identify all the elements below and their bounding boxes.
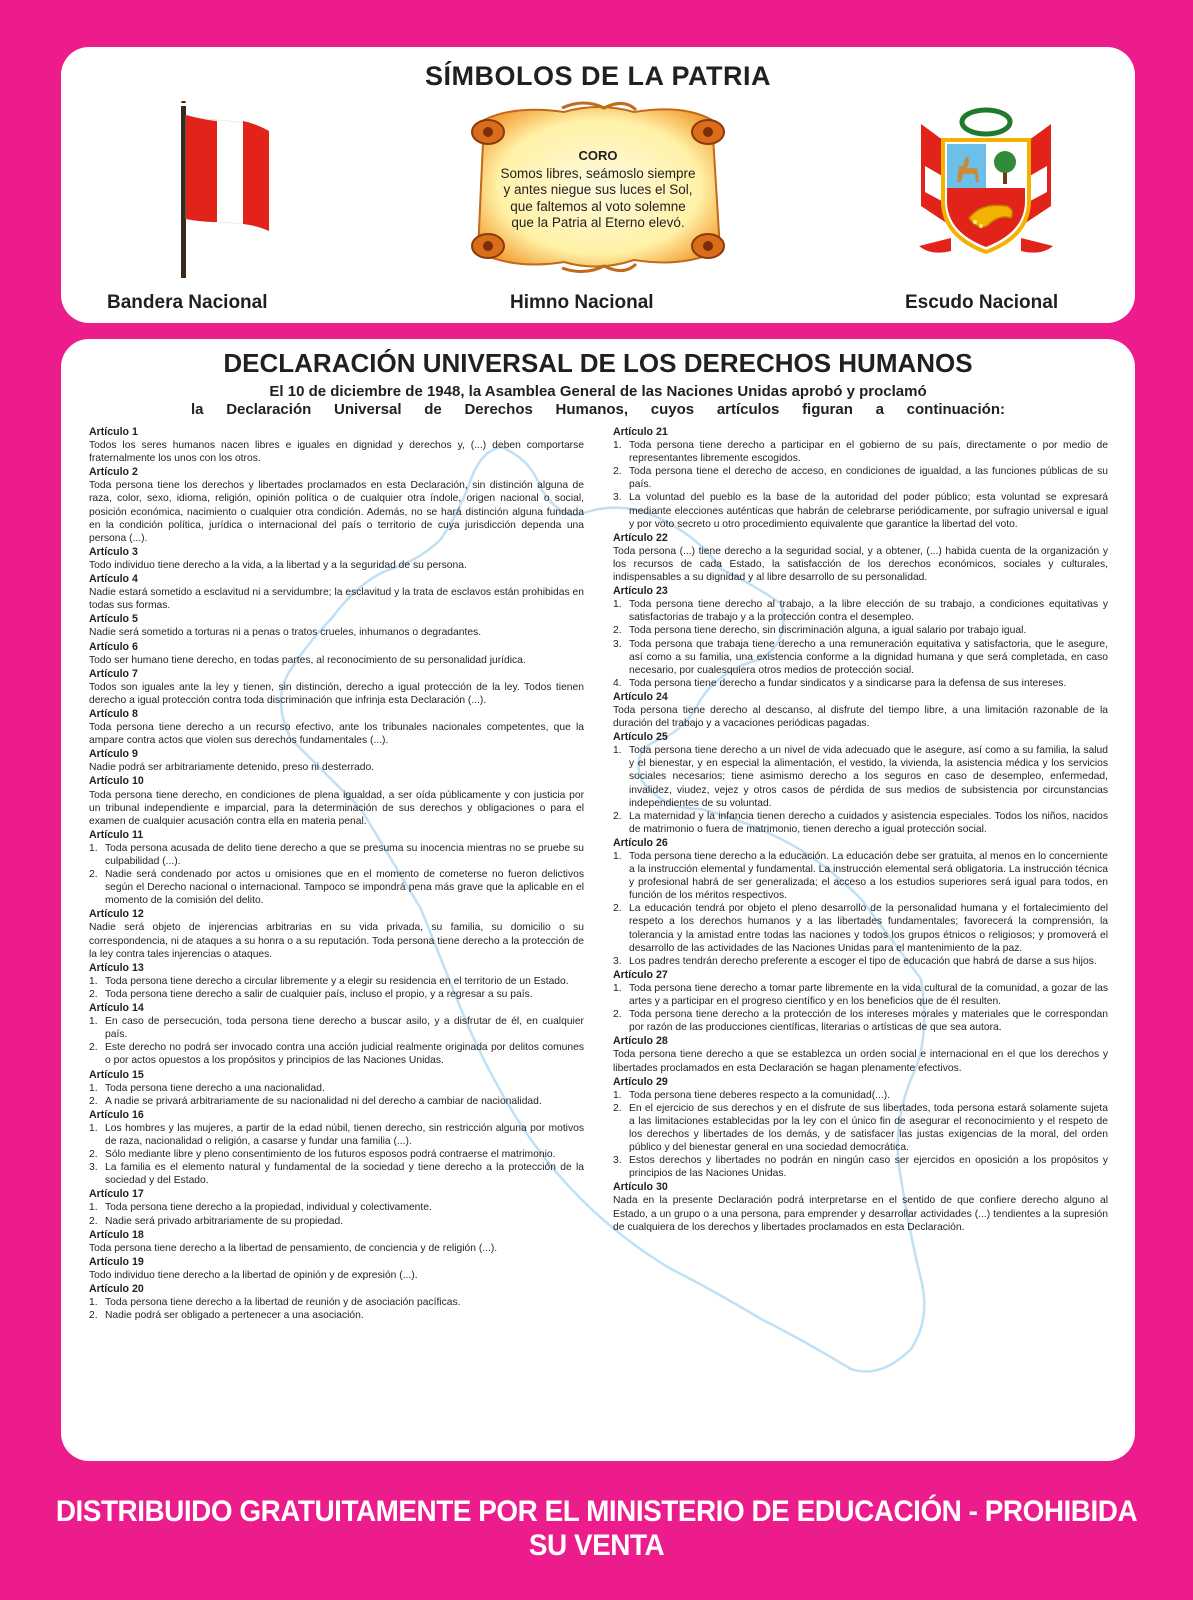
item-text: Los padres tendrán derecho preferente a escoger el tipo de educación que habrá de darse a sus hijos. (629, 955, 1097, 967)
article-item-list (613, 982, 1108, 1034)
article-title: Artículo 3 (89, 545, 138, 558)
article-item (89, 1015, 584, 1041)
item-text: Sólo mediante libre y pleno consentimiento de los futuros esposos podrá contraerse el matrimonio. (105, 1149, 556, 1161)
article-text: Nadie podrá ser arbitrariamente detenido, preso ni desterrado. (89, 762, 375, 774)
item-text: Este derecho no podrá ser invocado contra una acción judicial realmente originada por delitos comunes o por actos opuestos a los propósitos y principios de las Naciones Unidas. (105, 1042, 584, 1067)
article-text: Todo ser humano tiene derecho, en todas partes, al reconocimiento de su personalidad jurídica. (89, 654, 526, 666)
article-item (613, 624, 1108, 637)
article-item (613, 491, 1108, 530)
item-number: 1. (89, 1122, 98, 1134)
article-title: Artículo 22 (613, 531, 668, 544)
article-item (89, 1201, 584, 1214)
article-item (613, 677, 1108, 690)
article-title: Artículo 15 (89, 1068, 144, 1081)
article-text: Toda persona tiene los derechos y libertades proclamados en esta Declaración, sin distinción alguna de raza, color, sexo, idioma, religión, opinión política o de cualquier otra índole, origen nacional o social, posición económica, nacimiento o cualquier otra condición. Además, no se hará distinción alguna fundada en la condición política, jurídica o internacional del país o territorio de cuya jurisdicción dependa una persona (...). (89, 480, 584, 544)
item-number: 2. (613, 1009, 622, 1021)
article-text: Toda persona tiene derecho a que se establezca un orden social e internacional en el que los derechos y libertades proclamados en esta Declaración se hagan plenamente efectivos. (613, 1049, 1108, 1074)
article-title: Artículo 5 (89, 613, 138, 626)
item-number: 2. (89, 1042, 98, 1054)
item-number: 1. (613, 1089, 622, 1101)
article-item-list (89, 1082, 584, 1108)
article-item (613, 744, 1108, 809)
item-number: 2. (613, 1102, 622, 1114)
intro-line-1: El 10 de diciembre de 1948, la Asamblea General de las Naciones Unidas aprobó y proclamó (269, 383, 927, 400)
shield-label: Escudo Nacional (905, 292, 1059, 313)
article (89, 546, 584, 572)
item-number: 1. (613, 982, 622, 994)
article-title: Artículo 27 (613, 968, 668, 981)
flag-label: Bandera Nacional (107, 292, 268, 313)
item-text: Toda persona tiene derecho a circular libremente y a elegir su residencia en el territorio de un Estado. (105, 975, 569, 987)
item-text: Nadie será privado arbitrariamente de su propiedad. (105, 1215, 344, 1227)
item-number: 3. (89, 1162, 98, 1174)
article (613, 1035, 1108, 1074)
article-item (613, 902, 1108, 954)
article-text: Todo individuo tiene derecho a la libertad de opinión y de expresión (...). (89, 1269, 418, 1281)
article-item-list (89, 1296, 584, 1322)
item-text: Estos derechos y libertades no podrán en ningún caso ser ejercidos en oposición a los propósitos y principios de las Naciones Unidas. (629, 1155, 1108, 1180)
item-number: 3. (613, 1155, 622, 1167)
article (89, 1256, 584, 1282)
item-text: Toda persona tiene derecho a la educación. La educación debe ser gratuita, al menos en lo concerniente a la instrucción elemental y fundamental. La instrucción elemental será obligatoria. La instrucción técnica y profesional habrá de ser generalizada; el acceso a los estudios superiores será igual para todos, en función de los méritos respectivos. (629, 851, 1108, 902)
item-text: Toda persona tiene derecho a una nacionalidad. (105, 1082, 325, 1094)
article-title: Artículo 13 (89, 961, 144, 974)
item-number: 2. (89, 988, 98, 1000)
article-item (89, 1148, 584, 1161)
article (613, 1076, 1108, 1181)
article-title: Artículo 18 (89, 1228, 144, 1241)
article (89, 668, 584, 707)
article (89, 426, 584, 465)
item-number: 2. (89, 1215, 98, 1227)
item-number: 2. (613, 625, 622, 637)
item-text: Toda persona tiene derecho al trabajo, a la libre elección de su trabajo, a condiciones equitativas y satisfactorias de trabajo y a la protección contra el desempleo. (629, 599, 1108, 624)
article (89, 1188, 584, 1227)
article-item (613, 1089, 1108, 1102)
article-item-list (89, 1015, 584, 1067)
item-number: 1. (613, 745, 622, 757)
item-text: Toda persona tiene derecho a tomar parte libremente en la vida cultural de la comunidad, a gozar de las artes y a participar en el progreso científico y en los beneficios que de él resulten. (629, 982, 1108, 1008)
article-title: Artículo 26 (613, 836, 668, 849)
article (89, 908, 584, 960)
coro-title: CORO (578, 148, 618, 163)
item-number: 2. (613, 903, 622, 915)
item-text: Toda persona tiene el derecho de acceso, en condiciones de igualdad, a las funciones públicas de su país. (629, 466, 1108, 491)
item-text: En el ejercicio de sus derechos y en el disfrute de sus libertades, toda persona estará solamente sujeta a las limitaciones establecidas por la ley con el único fin de asegurar el reconocimiento y el respeto de los derechos y libertades de los demás, y de satisfacer las justas exigencias de la moral, del orden público y del bienestar general en una sociedad democrática. (629, 1102, 1108, 1154)
article-item-list (89, 1201, 584, 1227)
article-item-list (89, 842, 584, 907)
article-item (89, 1215, 584, 1228)
article-item (613, 1102, 1108, 1154)
item-number: 3. (613, 638, 622, 650)
article-title: Artículo 6 (89, 640, 138, 653)
item-text: La educación tendrá por objeto el pleno desarrollo de la personalidad humana y el fortalecimiento del respeto a los derechos humanos y a las libertades fundamentales; favorecerá la comprensión, la tolerancia y la amistad entre todas las naciones y todos los grupos étnicos o religiosos; y promoverá el desarrollo de las actividades de las Naciones Unidas para el mantenimiento de la paz. (629, 903, 1108, 954)
article-title: Artículo 28 (613, 1035, 668, 1048)
item-text: Toda persona acusada de delito tiene derecho a que se presuma su inocencia mientras no se pruebe su culpabilidad (...). (105, 842, 584, 867)
anthem-label: Himno Nacional (510, 292, 654, 313)
declaration-panel (61, 339, 1135, 1461)
article-item (613, 439, 1108, 465)
article-item-list (613, 850, 1108, 968)
item-number: 3. (613, 955, 622, 967)
item-text: Toda persona tiene derecho a la propiedad, individual y colectivamente. (105, 1202, 432, 1214)
article-title: Artículo 19 (89, 1255, 144, 1268)
footer-notice: DISTRIBUIDO GRATUITAMENTE POR EL MINISTERIO DE EDUCACIÓN - PROHIBIDA SU VENTA (55, 1495, 1138, 1562)
article-title: Artículo 25 (613, 731, 668, 744)
article-text: Toda persona tiene derecho a la libertad de pensamiento, de conciencia y de religión (...). (89, 1242, 498, 1254)
coat-of-arms-icon (911, 106, 1061, 266)
item-number: 3. (613, 492, 622, 504)
declaration-title: DECLARACIÓN UNIVERSAL DE LOS DERECHOS HUMANOS (223, 348, 973, 378)
item-text: Toda persona tiene deberes respecto a la comunidad(...). (629, 1089, 891, 1101)
article-title: Artículo 30 (613, 1181, 668, 1194)
item-number: 1. (89, 1202, 98, 1214)
item-number: 1. (613, 851, 622, 862)
article (89, 641, 584, 667)
item-number: 1. (89, 842, 98, 854)
item-text: La familia es el elemento natural y fundamental de la sociedad y tiene derecho a la protección de la sociedad y del Estado. (105, 1162, 584, 1187)
item-text: Toda persona tiene derecho a la libertad de reunión y de asociación pacíficas. (105, 1297, 461, 1309)
article (613, 1181, 1108, 1233)
symbols-title: SÍMBOLOS DE LA PATRIA (425, 61, 771, 91)
article-item (89, 1041, 584, 1067)
coro-text (493, 148, 703, 232)
article-title: Artículo 2 (89, 466, 138, 479)
item-text: Toda persona que trabaja tiene derecho a una remuneración equitativa y satisfactoria, que le asegure, así como a su familia, una existencia conforme a la dignidad humana y que será completada, en caso necesario, por cualesquiera otros medios de protección social. (629, 638, 1108, 676)
item-number: 4. (613, 677, 622, 689)
coro-line: que faltemos al voto solemne (510, 198, 686, 214)
article-title: Artículo 29 (613, 1075, 668, 1088)
article (89, 613, 584, 639)
symbols-panel (61, 47, 1135, 323)
article-title: Artículo 21 (613, 426, 668, 438)
article-text: Nadie será sometido a torturas ni a penas o tratos crueles, inhumanos o degradantes. (89, 627, 482, 639)
article-item (613, 465, 1108, 491)
item-text: Nadie será condenado por actos u omisiones que en el momento de cometerse no fueron delictivos según el Derecho nacional o internacional. Tampoco se impondrá pena más grave que la aplicable en el momento de la comisión del delito. (105, 869, 584, 907)
coro-line: Somos libres, seámoslo siempre (500, 165, 696, 181)
article (89, 1229, 584, 1255)
item-text: La maternidad y la infancia tienen derecho a cuidados y asistencia especiales. Todos los niños, nacidos de matrimonio o fuera de matrimonio, tienen derecho a igual protección social. (629, 810, 1108, 835)
coro-line: y antes niegue sus luces el Sol, (503, 182, 693, 197)
article-item (89, 1082, 584, 1095)
article-text: Todo individuo tiene derecho a la vida, a la libertad y a la seguridad de su persona. (89, 559, 467, 571)
article-item (89, 975, 584, 988)
article-title: Artículo 9 (89, 748, 138, 761)
article-item (89, 1122, 584, 1148)
article-title: Artículo 23 (613, 585, 668, 598)
article-text: Toda persona tiene derecho al descanso, al disfrute del tiempo libre, a una limitación razonable de la duración del trabajo y a vacaciones periódicas pagadas. (613, 704, 1108, 730)
item-text: En caso de persecución, toda persona tiene derecho a buscar asilo, y a disfrutar de él, en cualquier país. (105, 1016, 584, 1041)
item-number: 1. (89, 1016, 98, 1028)
article (89, 708, 584, 747)
article (89, 573, 584, 612)
article (613, 731, 1108, 836)
article-item (613, 598, 1108, 624)
article-text: Nadie será objeto de injerencias arbitrarias en su vida privada, su familia, su domicilio o su correspondencia, ni de ataques a su honra o a su reputación. Toda persona tiene derecho a la protección de la ley contra tales injerencias o ataques. (89, 922, 584, 960)
article-title: Artículo 20 (89, 1283, 144, 1295)
articles-left-column (89, 425, 584, 1322)
article-item (89, 1296, 584, 1309)
article-text: Nada en la presente Declaración podrá interpretarse en el sentido de que confiere derecho alguno al Estado, a un grupo o a una persona, para emprender y desarrollar actividades (...) tendientes a la supresión de cualquiera de los derechos y libertades proclamados en esta Declaración. (613, 1195, 1108, 1233)
article-item (89, 1161, 584, 1187)
item-number: 2. (89, 1149, 98, 1161)
item-number: 1. (89, 975, 98, 987)
article-title: Artículo 24 (613, 690, 668, 703)
article (613, 532, 1108, 584)
item-number: 2. (613, 466, 622, 478)
item-number: 1. (613, 599, 622, 611)
article (613, 837, 1108, 968)
article-item (89, 868, 584, 907)
article-item (613, 1154, 1108, 1180)
article (89, 748, 584, 774)
article (613, 426, 1108, 531)
article-title: Artículo 17 (89, 1188, 144, 1201)
item-number: 1. (89, 1297, 98, 1309)
article-text: Toda persona tiene derecho, en condiciones de plena igualdad, a ser oída públicamente y con justicia por un tribunal independiente e imparcial, para la determinación de sus derechos y obligaciones o para el examen de cualquier acusación contra ella en materia penal. (89, 789, 584, 827)
coro-line: que la Patria al Eterno elevó. (511, 215, 685, 230)
article-item (89, 1309, 584, 1322)
article-item (89, 988, 584, 1001)
article-item (89, 1095, 584, 1108)
article (89, 1283, 584, 1322)
item-text: Toda persona tiene derecho a la protección de los intereses morales y materiales que le correspondan por razón de las producciones científicas, literarias o artísticas de que sea autora. (629, 1009, 1108, 1034)
article (613, 969, 1108, 1034)
article (89, 466, 584, 545)
item-number: 2. (89, 1310, 98, 1322)
article-item-list (613, 439, 1108, 531)
article-title: Artículo 7 (89, 667, 138, 680)
item-text: Toda persona tiene derecho a un nivel de vida adecuado que le asegure, así como a su familia, la salud y el bienestar, y en especial la alimentación, el vestido, la vivienda, la asistencia médica y los servicios sociales necesarios; tiene asimismo derecho a los seguros en caso de desempleo, enfermedad, invalidez, viudez, vejez y otros casos de pérdida de sus medios de subsistencia por circunstancias independientes de su voluntad. (629, 745, 1108, 809)
item-text: Toda persona tiene derecho, sin discriminación alguna, a igual salario por trabajo igual. (629, 625, 1027, 637)
article (89, 829, 584, 908)
item-text: Toda persona tiene derecho a participar en el gobierno de su país, directamente o por medio de representantes libremente escogidos. (629, 440, 1108, 465)
article-item (613, 638, 1108, 677)
article-item (613, 1008, 1108, 1034)
article-text: Todos los seres humanos nacen libres e iguales en dignidad y derechos y, (...) deben comportarse fraternalmente los unos con los otros. (89, 440, 584, 465)
item-text: A nadie se privará arbitrariamente de su nacionalidad ni del derecho a cambiar de nacionalidad. (105, 1095, 542, 1107)
article-item-list (89, 975, 584, 1001)
article-text: Nadie estará sometido a esclavitud ni a servidumbre; la esclavitud y la trata de esclavos están prohibidas en todas sus formas. (89, 587, 584, 612)
intro-line-2: la Declaración Universal de Derechos Humanos, cuyos artículos figuran a continuación: (191, 400, 1005, 418)
article-text: Toda persona tiene derecho a un recurso efectivo, ante los tribunales nacionales competentes, que la ampare contra actos que violen sus derechos fundamentales (...). (89, 722, 584, 747)
item-number: 2. (613, 810, 622, 822)
article-title: Artículo 8 (89, 707, 138, 720)
article (89, 1109, 584, 1188)
article (613, 585, 1108, 690)
article-item (89, 842, 584, 868)
article (89, 1069, 584, 1108)
article-item (613, 982, 1108, 1008)
article (89, 962, 584, 1001)
article-title: Artículo 16 (89, 1108, 144, 1121)
article-item (613, 810, 1108, 836)
article-item (613, 850, 1108, 902)
article-title: Artículo 10 (89, 775, 144, 788)
item-number: 1. (89, 1082, 98, 1094)
article (89, 775, 584, 827)
article-title: Artículo 11 (89, 828, 144, 841)
item-text: Los hombres y las mujeres, a partir de la edad núbil, tienen derecho, sin restricción alguna por motivos de raza, nacionalidad o religión, a casarse y fundar una familia (...). (105, 1122, 584, 1147)
article-title: Artículo 14 (89, 1002, 144, 1015)
article-title: Artículo 1 (89, 426, 138, 438)
article-text: Toda persona (...) tiene derecho a la seguridad social, y a obtener, (...) habida cuenta de la organización y los recursos de cada Estado, la satisfacción de los derechos económicos, sociales y culturales, indispensables a su dignidad y al libre desarrollo de su personalidad. (613, 545, 1108, 584)
item-text: La voluntad del pueblo es la base de la autoridad del poder público; esta voluntad se expresará mediante elecciones auténticas que habrán de celebrarse periódicamente, por sufragio universal e igual y por voto secreto u otro procedimiento equivalente que garantice la libertad del voto. (629, 492, 1108, 530)
article-item (613, 955, 1108, 968)
item-text: Toda persona tiene derecho a salir de cualquier país, incluso el propio, y a regresar a su país. (105, 988, 533, 1000)
declaration-intro (191, 383, 1005, 418)
article-item-list (613, 1089, 1108, 1181)
article-item-list (613, 744, 1108, 836)
article-item-list (89, 1122, 584, 1187)
item-text: Toda persona tiene derecho a fundar sindicatos y a sindicarse para la defensa de sus intereses. (629, 677, 1067, 689)
article-item-list (613, 598, 1108, 690)
item-text: Nadie podrá ser obligado a pertenecer a una asociación. (105, 1310, 364, 1322)
article (613, 691, 1108, 730)
article (89, 1002, 584, 1067)
articles-right-column (613, 425, 1108, 1234)
article-text: Todos son iguales ante la ley y tienen, sin distinción, derecho a igual protección de la ley. Todos tienen derecho a igual protección contra toda discriminación que infrinja esta Declaración (...). (89, 681, 584, 706)
item-number: 1. (613, 440, 622, 452)
article-title: Artículo 12 (89, 908, 144, 921)
article-title: Artículo 4 (89, 573, 138, 586)
item-number: 2. (89, 1095, 98, 1107)
item-number: 2. (89, 869, 98, 881)
peru-flag-icon (119, 101, 279, 279)
